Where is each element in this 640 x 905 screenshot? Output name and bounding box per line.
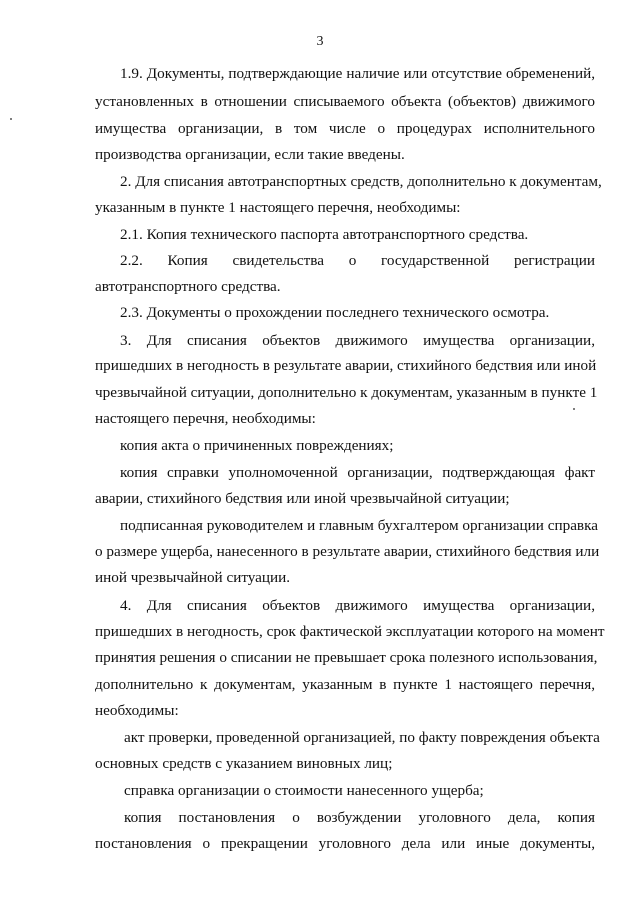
text-line: 2.1. Копия технического паспорта автотранспортного средства.	[120, 226, 529, 243]
text-line: указанным в пункте 1 настоящего перечня, необходимы:	[95, 199, 461, 216]
text-line: подписанная руководителем и главным бухгалтером организации справка	[120, 517, 598, 534]
text-line: 1.9. Документы, подтверждающие наличие или отсутствие обременений,	[120, 65, 595, 82]
text-line: имущества организации, в том числе о процедурах исполнительного	[95, 120, 595, 137]
text-line: установленных в отношении списываемого объекта (объектов) движимого	[95, 93, 595, 110]
scan-speck	[10, 118, 12, 120]
text-line: 2.2. Копия свидетельства о государственной регистрации	[120, 252, 595, 269]
text-line: основных средств с указанием виновных лиц;	[95, 755, 393, 772]
text-line: 2. Для списания автотранспортных средств, дополнительно к документам,	[120, 173, 602, 190]
text-line: автотранспортного средства.	[95, 278, 281, 295]
text-line: принятия решения о списании не превышает срока полезного использования,	[95, 649, 598, 666]
text-line: аварии, стихийного бедствия или иной чрезвычайной ситуации;	[95, 490, 510, 507]
text-line: пришедших в негодность, срок фактической эксплуатации которого на момент	[95, 623, 605, 640]
text-line: настоящего перечня, необходимы:	[95, 410, 316, 427]
text-line: чрезвычайной ситуации, дополнительно к документам, указанным в пункте 1	[95, 384, 598, 401]
text-line: копия справки уполномоченной организации, подтверждающая факт	[120, 464, 595, 481]
page-number: 3	[316, 34, 324, 49]
text-line: справка организации о стоимости нанесенного ущерба;	[124, 782, 484, 799]
text-line: постановления о прекращении уголовного дела или иные документы,	[95, 835, 595, 852]
text-line: 4. Для списания объектов движимого имущества организации,	[120, 597, 595, 614]
scan-speck	[573, 408, 575, 410]
text-line: копия акта о причиненных повреждениях;	[120, 437, 394, 454]
text-line: о размере ущерба, нанесенного в результате аварии, стихийного бедствия или	[95, 543, 600, 560]
text-line: 3. Для списания объектов движимого имущества организации,	[120, 332, 595, 349]
text-line: акт проверки, проведенной организацией, по факту повреждения объекта	[124, 729, 600, 746]
text-line: производства организации, если такие введены.	[95, 146, 405, 163]
text-line: иной чрезвычайной ситуации.	[95, 569, 291, 586]
text-line: копия постановления о возбуждении уголовного дела, копия	[124, 809, 595, 826]
text-line: дополнительно к документам, указанным в пункте 1 настоящего перечня,	[95, 676, 595, 693]
text-line: необходимы:	[95, 702, 179, 719]
text-line: 2.3. Документы о прохождении последнего технического осмотра.	[120, 304, 550, 321]
text-line: пришедших в негодность в результате аварии, стихийного бедствия или иной	[95, 357, 597, 374]
